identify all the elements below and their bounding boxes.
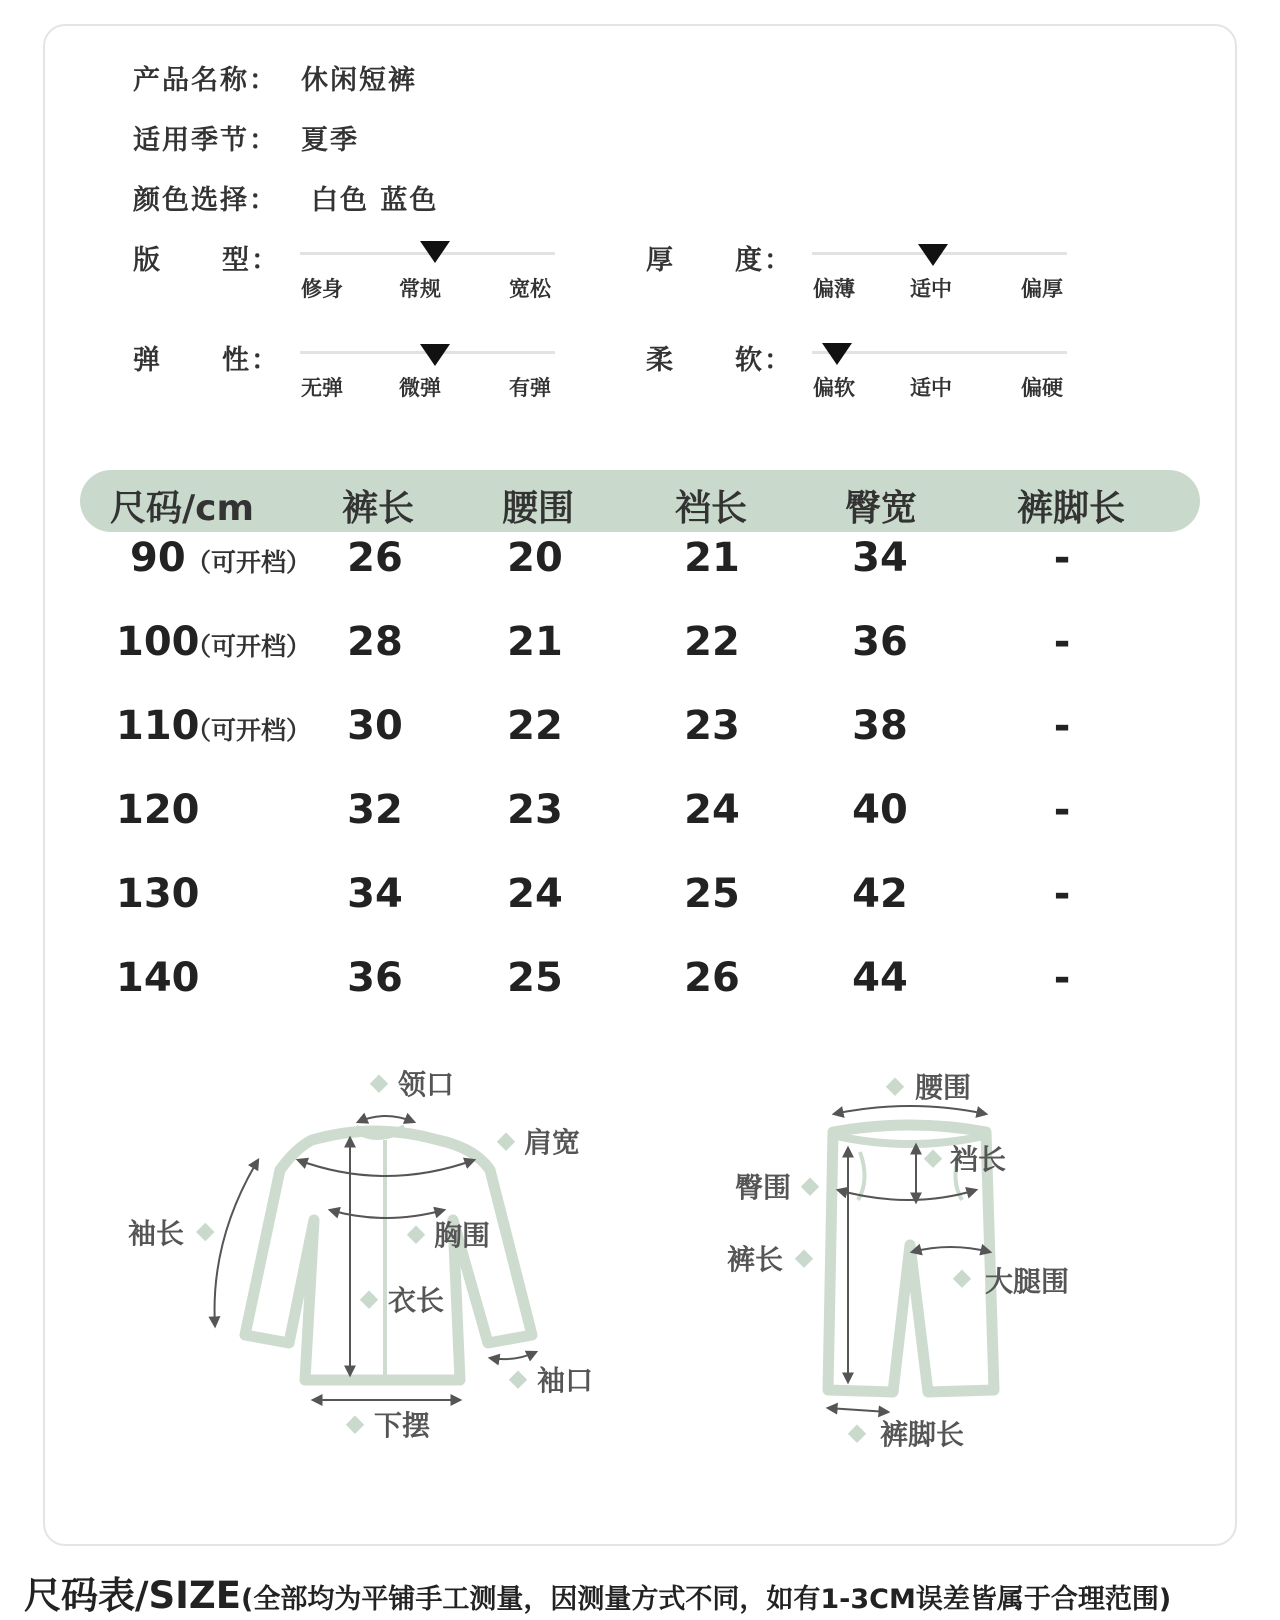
- cell-leg-opening: -: [1053, 871, 1071, 917]
- cell-pants-length: 32: [347, 787, 403, 833]
- color-label: 颜色选择：: [133, 185, 278, 216]
- fit-option-regular: 常规: [399, 277, 441, 301]
- size-note: （可开档）: [186, 716, 312, 745]
- label-rise: 裆长: [950, 1143, 1007, 1176]
- footer-title: 尺码表/SIZE: [24, 1574, 242, 1617]
- cell-rise: 25: [684, 871, 740, 917]
- softness-option-medium: 适中: [910, 376, 952, 400]
- thickness-label-a: 厚: [646, 245, 675, 276]
- diamond-icon: [795, 1250, 813, 1268]
- softness-label-b: 软：: [735, 345, 793, 376]
- cell-pants-length: 36: [347, 955, 403, 1001]
- diamond-icon: [886, 1078, 904, 1096]
- size-note: （可开档）: [186, 632, 312, 661]
- cell-pants-length: 26: [347, 535, 403, 581]
- measurement-diagram: [0, 1040, 1280, 1480]
- label-hem: 下摆: [374, 1409, 431, 1442]
- season-value: 夏季: [301, 125, 359, 156]
- cell-pants-length: 28: [347, 619, 403, 665]
- elasticity-option-stretch: 有弹: [509, 376, 551, 400]
- label-sleeve: 袖长: [128, 1217, 185, 1250]
- diamond-icon: [196, 1223, 214, 1241]
- cell-waist: 21: [507, 619, 563, 665]
- cell-hip-width: 34: [852, 535, 908, 581]
- cell-rise: 23: [684, 703, 740, 749]
- elasticity-marker-icon: [420, 344, 450, 366]
- cell-hip-width: 40: [852, 787, 908, 833]
- cell-rise: 26: [684, 955, 740, 1001]
- footer: [24, 1565, 1171, 1619]
- diamond-icon: [801, 1178, 819, 1196]
- fit-label-a: 版: [133, 245, 162, 276]
- elasticity-option-none: 无弹: [301, 376, 343, 400]
- header-hip-width: 臀宽: [845, 488, 918, 529]
- thickness-option-thick: 偏厚: [1021, 277, 1063, 301]
- cell-rise: 24: [684, 787, 740, 833]
- footer-note: (全部均为平铺手工测量，因测量方式不同，如有1-3CM误差皆属于合理范围): [241, 1584, 1172, 1615]
- cell-waist: 24: [507, 871, 563, 917]
- label-thigh: 大腿围: [985, 1265, 1070, 1298]
- cell-waist: 25: [507, 955, 563, 1001]
- cell-hip-width: 42: [852, 871, 908, 917]
- cell-leg-opening: -: [1053, 955, 1071, 1001]
- diamond-icon: [924, 1150, 942, 1168]
- size-note: （可开档）: [186, 548, 312, 577]
- cell-hip-width: 44: [852, 955, 908, 1001]
- softness-marker-icon: [822, 343, 852, 365]
- thickness-option-medium: 适中: [910, 277, 952, 301]
- elasticity-option-slight: 微弹: [399, 376, 441, 400]
- header-waist: 腰围: [502, 488, 575, 529]
- product-name-label: 产品名称：: [133, 65, 278, 96]
- cell-rise: 21: [684, 535, 740, 581]
- cell-waist: 20: [507, 535, 563, 581]
- thickness-label-b: 度：: [735, 245, 793, 276]
- fit-marker-icon: [420, 241, 450, 263]
- cell-waist: 22: [507, 703, 563, 749]
- cell-hip-width: 38: [852, 703, 908, 749]
- size-cell: 130: [116, 871, 200, 917]
- size-cell: 120: [116, 787, 200, 833]
- fit-option-loose: 宽松: [509, 277, 551, 301]
- header-rise: 裆长: [675, 488, 748, 529]
- season-label: 适用季节：: [133, 125, 278, 156]
- fit-option-slim: 修身: [301, 277, 343, 301]
- diamond-icon: [346, 1416, 364, 1434]
- header-size: 尺码/cm: [110, 488, 255, 529]
- cell-pants-length: 34: [347, 871, 403, 917]
- elasticity-label-b: 性：: [222, 345, 280, 376]
- diamond-icon: [360, 1291, 378, 1309]
- size-cell: 100: [116, 619, 200, 665]
- cell-leg-opening: -: [1053, 619, 1071, 665]
- diamond-icon: [509, 1371, 527, 1389]
- label-shoulder: 肩宽: [524, 1126, 581, 1159]
- label-chest: 胸围: [434, 1219, 491, 1252]
- label-leg-opening: 裤脚长: [880, 1418, 965, 1451]
- cell-waist: 23: [507, 787, 563, 833]
- cell-leg-opening: -: [1053, 535, 1071, 581]
- softness-option-soft: 偏软: [813, 376, 855, 400]
- cell-hip-width: 36: [852, 619, 908, 665]
- diamond-icon: [407, 1226, 425, 1244]
- cell-leg-opening: -: [1053, 703, 1071, 749]
- elasticity-label-a: 弹: [133, 345, 162, 376]
- header-leg-opening: 裤脚长: [1017, 488, 1126, 529]
- size-cell: 140: [116, 955, 200, 1001]
- diamond-icon: [953, 1270, 971, 1288]
- softness-label-a: 柔: [646, 345, 675, 376]
- diamond-icon: [848, 1425, 866, 1443]
- fit-label-b: 型：: [222, 245, 280, 276]
- product-name-value: 休闲短裤: [301, 65, 417, 96]
- cell-leg-opening: -: [1053, 787, 1071, 833]
- label-waist: 腰围: [915, 1071, 972, 1104]
- cell-pants-length: 30: [347, 703, 403, 749]
- size-cell: 110: [116, 703, 200, 749]
- shirt-outline: [245, 1128, 532, 1380]
- label-collar: 领口: [398, 1068, 455, 1101]
- thickness-marker-icon: [918, 244, 948, 266]
- label-length: 衣长: [388, 1284, 445, 1317]
- color-value: 白色 蓝色: [311, 185, 439, 216]
- diamond-icon: [497, 1133, 515, 1151]
- header-pants-length: 裤长: [342, 488, 415, 529]
- label-cuff: 袖口: [537, 1364, 594, 1397]
- diamond-icon: [370, 1075, 388, 1093]
- size-cell: 90: [130, 535, 186, 581]
- cell-rise: 22: [684, 619, 740, 665]
- label-hip: 臀围: [735, 1171, 792, 1204]
- thickness-option-thin: 偏薄: [813, 277, 855, 301]
- softness-option-firm: 偏硬: [1021, 376, 1063, 400]
- label-pants-length: 裤长: [727, 1243, 784, 1276]
